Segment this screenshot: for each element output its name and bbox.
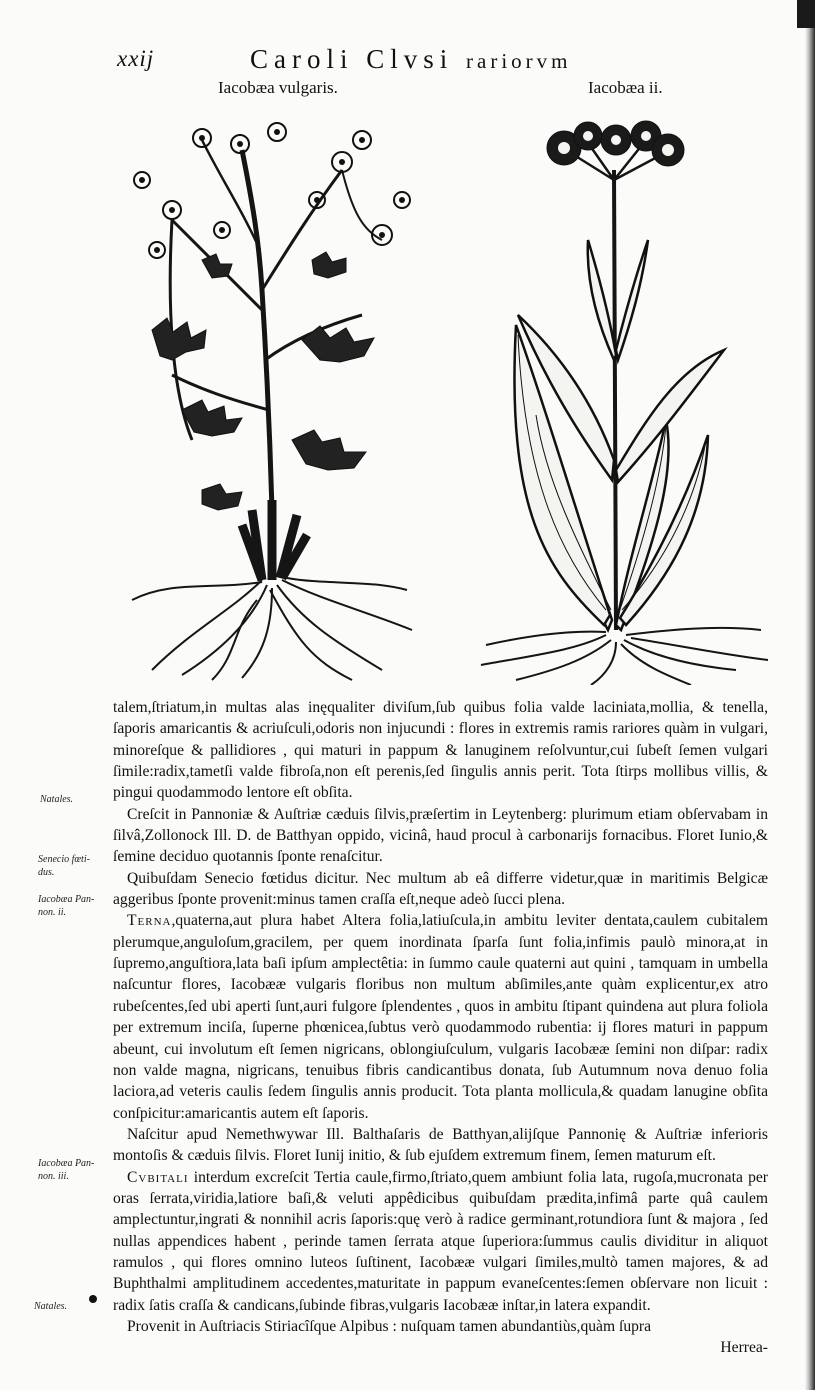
paragraph-description-iii-text: interdum excreſcit Tertia caule,firmo,ſtriato,quem ambiunt folia lata, rugoſa,mucronata per oras ſerrata,viridia,latiore baſi,& veluti appêdicibus quibuſdam prædita,infimâ parte quâ caulem amplectuntur,ingrati & nonnihil acris ſaporis:quę verò à radice germinant,rotundiora ſunt & majora , ſed nullas appendices habent , perinde tamen ſerrata atque ſuperiora:ſummus caulis dividitur in aliquot ramulos , qui flores omnino luteos ſuſtinent, Iacobææ vulgari ſimiles,multò tamen majores, & ad Buphthalmi amplitudinem accedentes,maturitate in pappum evaneſcentes:ſemen obſervare non licuit : radix ſatis craſſa & candicans,ſubinde fibras,vulgaris Iacobææ inſtar,in latera expandit.	[113, 1168, 768, 1314]
paragraph-description-iii	[113, 1167, 768, 1316]
figure-caption-jacobaea-ii: Iacobæa ii.	[588, 78, 663, 97]
folio-number: xxij	[117, 46, 155, 71]
running-head-title: rariorvm	[466, 49, 572, 73]
margin-note-jacobaea-pannon-ii: Iacobæa Pan- non. ii.	[38, 894, 95, 918]
paragraph-senecio: Quibuſdam Senecio fœtidus dicitur. Nec multum ab eâ differre videtur,quæ in maritimis Belgicæ aggeribus ſponte provenit:minus tamen craſſa eſt,neque adeò ſucci plena.	[113, 869, 768, 909]
paragraph-habitat-ii: Naſcitur apud Nemethwywar Ill. Balthaſaris de Batthyan,alijſque Pannonię & Auſtriæ inferioris montoſis & cæduis ſilvis. Floret Iunij initio, & ſub ejuſdem extremum finem, ſemen maturum eſt.	[113, 1125, 768, 1165]
page-corner-shadow	[797, 0, 815, 28]
margin-note-senecio: Senecio fœti- dus.	[38, 854, 90, 878]
paragraph-description-vulgaris: talem,ſtriatum,in multas alas inęqualiter diviſum,ſub quibus folia valde laciniata,mollia, & tenella, ſaporis amaricantis & acriuſculi,odoris non injucundi : flores in extremis ramis rariores quàm in vulgari, minoreſque & pallidiores , qui maturi in pappum & lanuginem reſolvuntur,cui ſubeſt ſemen vulgari ſimile:radix,tametſi valde fibroſa,non eſt perenis,ſed ſingulis annis perit. Tota ſtirps mollibus villis, & pingui quodammodo lentore eſt obſita.	[113, 699, 768, 802]
running-head-author-last: Clvsi	[366, 44, 454, 74]
running-head-author-first: Caroli	[250, 44, 354, 74]
margin-note-natales-2: Natales.	[34, 1301, 68, 1312]
margin-note-jacobaea-pannon-iii: Iacobæa Pan- non. iii.	[38, 1158, 95, 1182]
paragraph-habitat-vulgaris: Creſcit in Pannoniæ & Auſtriæ cæduis ſilvis,præſertim in Leytenberg: plurimum etiam obſervabam in ſilvâ,Zollonock Ill. D. de Batthyan oppido, vicinâ, haud procul à carbonarijs fornacibus. Floret Iunio,& ſemine deciduo quotannis ſponte renaſcitur.	[113, 805, 768, 866]
figure-caption-jacobaea-vulgaris: Iacobæa vulgaris.	[218, 78, 338, 97]
woodcut-plant-jacobaea-ii-icon	[476, 110, 768, 685]
running-head	[250, 44, 572, 75]
paragraph-lead-word: Terna	[127, 912, 172, 930]
ink-blot	[89, 1295, 97, 1303]
paragraph-description-ii-text: ,quaterna,aut plura habet Altera folia,latiuſcula,in ambitu leviter dentata,caulem cubitalem plerumque,anguloſum,gracilem, per quem inordinata ſparſa ſunt folia,infimis paulò minora,at in ſupremo,anguſtiora,lata baſi ipſum amplectêtia: in ſummo caule quaterni aut quini , tamquam in umbella naſcuntur flores, Iacobææ vulgaris floribus non multum abſimiles,ante quàm explicentur,ex atro rubeſcentes,ſed ubi aperti ſunt,auri fulgore ſplendentes , quos in ambitu ſtipant quindena aut plura foliola per extremum inciſa, ſuperne phœnicea,ſubtus verò quodammodo rubentia: ij flores maturi in pappum abeunt, cui involutum eſt ſemen nigricans, oblongiuſculum, vulgaris Iacobææ ſemini non diſpar: radix non valde magna, nigricans, tenuibus fibris candicantibus donata, ſub Autumnum nova denuo folia laciora,ad veteris caulis ſedem ſingulis annis producit. Tota planta mollicula,& quadam lanugine obſita conſpicitur:amaricantis autem eſt ſaporis.	[113, 912, 768, 1122]
woodcut-plant-jacobaea-vulgaris-icon	[112, 110, 422, 682]
paragraph-lead-word: Cvbitali	[127, 1168, 189, 1186]
paragraph-description-ii	[113, 910, 768, 1123]
body-text	[113, 697, 768, 1359]
catchword: Herrea-	[720, 1339, 768, 1357]
paragraph-habitat-iii: Provenit in Auſtriacis Stiriacîſque Alpibus : nuſquam tamen abundantiùs,quàm ſupra	[127, 1317, 652, 1335]
page-edge-shadow	[805, 0, 815, 1390]
margin-note-natales: Natales.	[40, 794, 74, 805]
